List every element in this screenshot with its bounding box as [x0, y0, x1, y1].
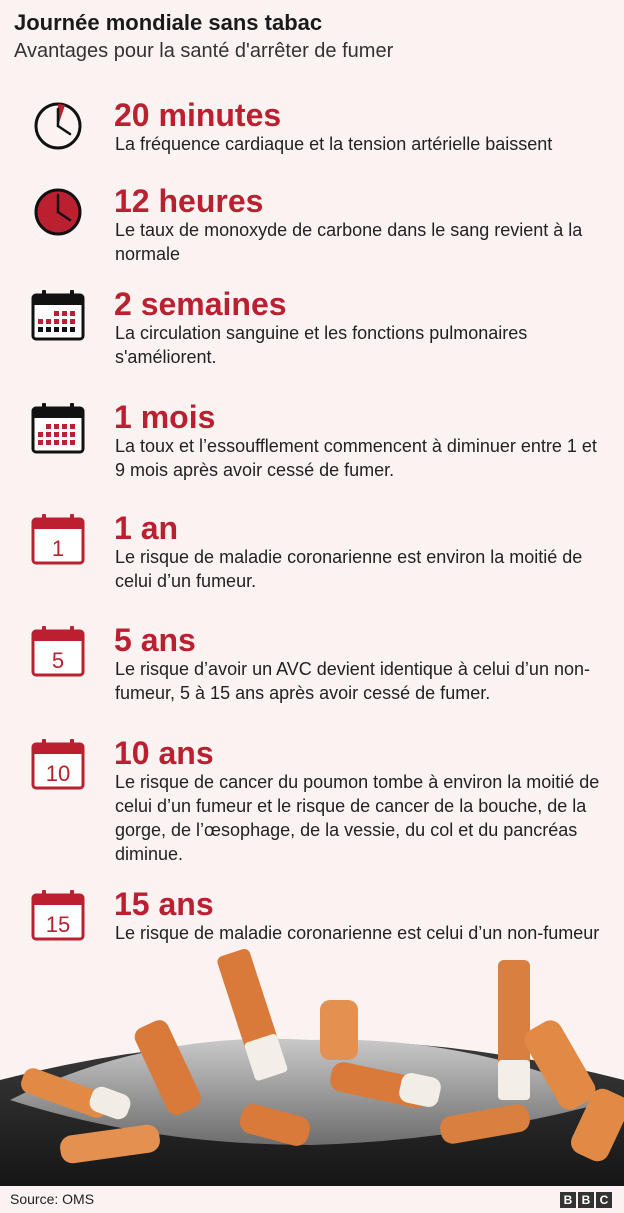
- item-heading: 2 semaines: [114, 286, 287, 322]
- item-heading: 1 mois: [114, 399, 216, 435]
- page-title: Journée mondiale sans tabac: [14, 10, 323, 35]
- clock-filled-icon: [30, 184, 86, 240]
- clock-outline-icon: [30, 98, 86, 154]
- item-heading: 5 ans: [114, 622, 196, 658]
- item-description: Le risque d’avoir un AVC devient identique à celui d’un non-fumeur, 5 à 15 ans après avoir cessé de fumer.: [115, 659, 590, 703]
- item-description: La circulation sanguine et les fonctions pulmonaires s'améliorent.: [115, 323, 528, 367]
- calendar-number-icon: [30, 887, 86, 943]
- calendar-number-icon: [30, 736, 86, 792]
- item-description: La fréquence cardiaque et la tension artérielle baissent: [115, 134, 553, 154]
- calendar-number-icon: [30, 511, 86, 567]
- ashtray-cigarettes-image: [0, 940, 624, 1188]
- logo-letter: B: [560, 1192, 576, 1208]
- item-heading: 10 ans: [114, 735, 214, 771]
- calendar-number: 5: [51, 648, 65, 673]
- calendar-number-icon: [30, 623, 86, 679]
- logo-letter: B: [578, 1192, 594, 1208]
- item-description: Le taux de monoxyde de carbone dans le sang revient à la normale: [115, 220, 583, 264]
- calendar-grid-icon: [30, 400, 86, 456]
- calendar-number: 10: [45, 761, 71, 786]
- item-description: Le risque de maladie coronarienne est celui d’un non-fumeur: [115, 923, 600, 943]
- item-heading: 20 minutes: [114, 97, 282, 133]
- item-description: Le risque de cancer du poumon tombe à environ la moitié de celui d’un fumeur et le risque de cancer de la bouche, de la gorge, de l’œsophage, de la vessie, du col et du pancréas diminue.: [115, 772, 600, 864]
- calendar-number: 1: [51, 536, 65, 561]
- source-credit: Source: OMS: [10, 1191, 95, 1207]
- page-subtitle: Avantages pour la santé d'arrêter de fumer: [14, 40, 394, 62]
- calendar-grid-icon: [30, 287, 86, 343]
- item-heading: 12 heures: [114, 183, 264, 219]
- bbc-logo: [560, 1192, 612, 1208]
- item-heading: 1 an: [114, 510, 179, 546]
- item-description: La toux et l’essoufflement commencent à diminuer entre 1 et 9 mois après avoir cessé de fumer.: [115, 436, 597, 480]
- item-heading: 15 ans: [114, 886, 214, 922]
- item-description: Le risque de maladie coronarienne est environ la moitié de celui d’un fumeur.: [115, 547, 583, 591]
- calendar-number: 15: [45, 912, 71, 937]
- logo-letter: C: [596, 1192, 612, 1208]
